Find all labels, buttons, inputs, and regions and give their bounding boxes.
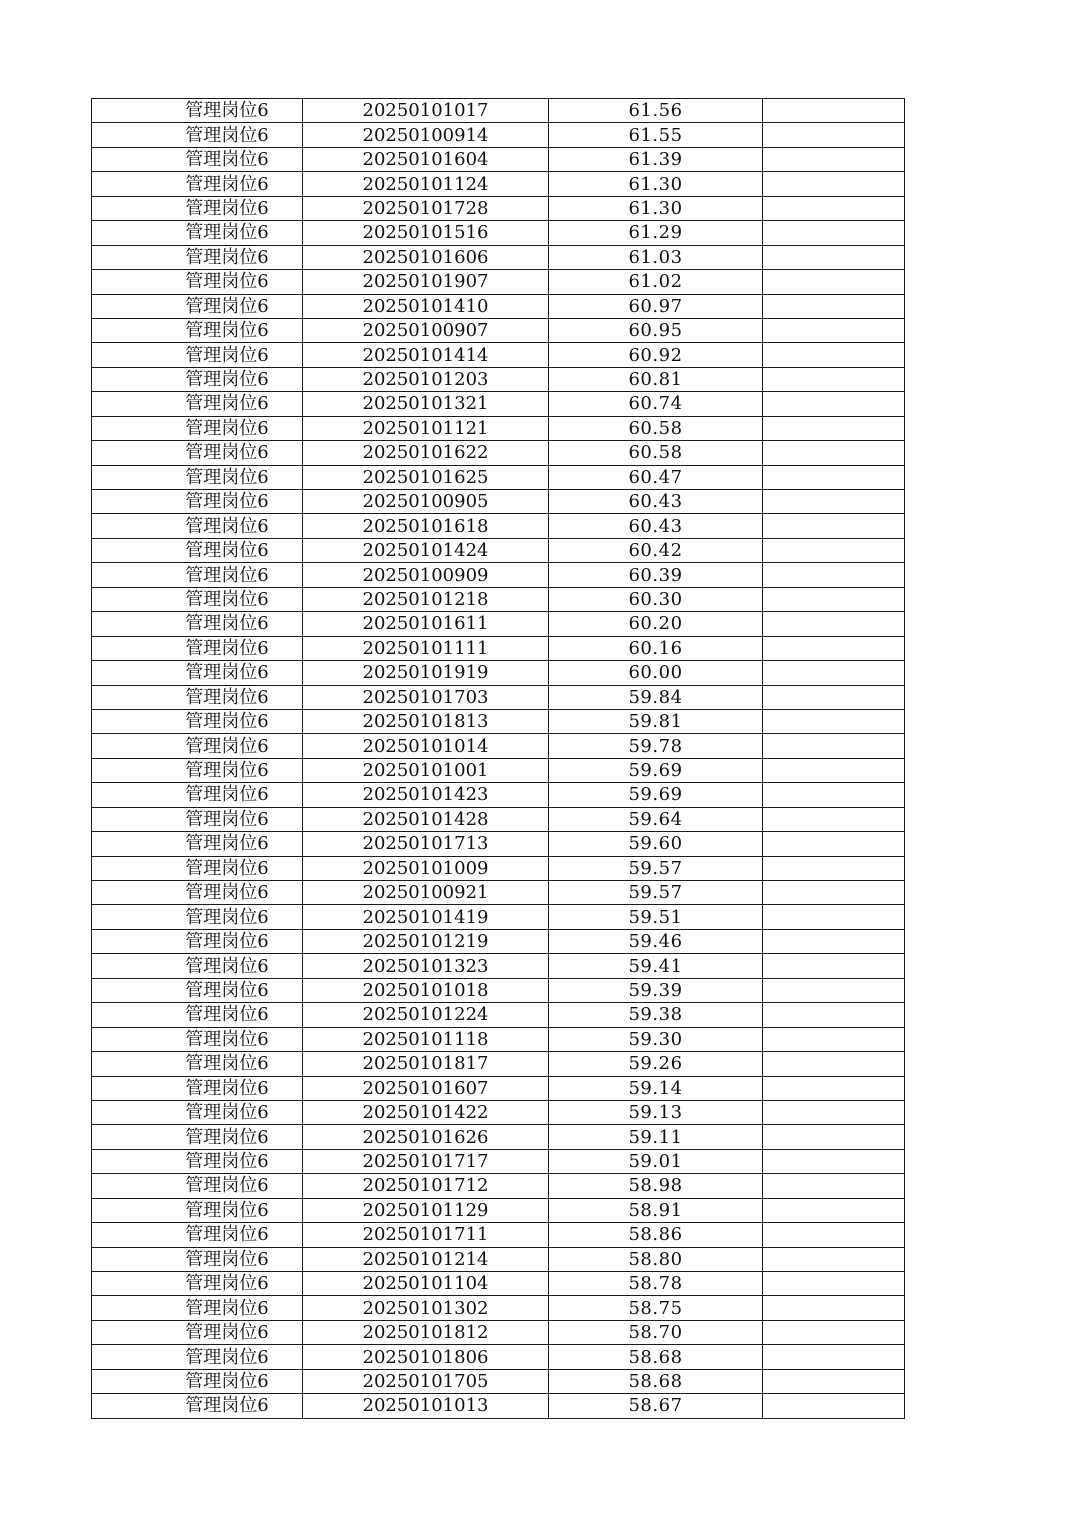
table-row <box>92 978 905 1002</box>
table-row <box>92 172 905 196</box>
score-cell: 58.68 <box>549 1369 763 1393</box>
exam-id-cell: 20250101218 <box>303 587 549 611</box>
exam-id-cell: 20250101606 <box>303 245 549 269</box>
note-cell <box>763 367 905 391</box>
post-cell: 管理岗位6 <box>92 196 303 220</box>
post-cell: 管理岗位6 <box>92 1076 303 1100</box>
exam-id-cell: 20250101611 <box>303 612 549 636</box>
note-cell <box>763 245 905 269</box>
exam-id-cell: 20250101607 <box>303 1076 549 1100</box>
score-cell: 59.38 <box>549 1003 763 1027</box>
table-row <box>92 392 905 416</box>
note-cell <box>763 294 905 318</box>
note-cell <box>763 343 905 367</box>
score-cell: 58.86 <box>549 1223 763 1247</box>
score-cell: 60.39 <box>549 563 763 587</box>
post-cell: 管理岗位6 <box>92 123 303 147</box>
score-table-body <box>92 99 905 1419</box>
post-cell: 管理岗位6 <box>92 1296 303 1320</box>
note-cell <box>763 172 905 196</box>
post-cell: 管理岗位6 <box>92 1272 303 1296</box>
note-cell <box>763 783 905 807</box>
score-cell: 60.95 <box>549 318 763 342</box>
table-row <box>92 929 905 953</box>
exam-id-cell: 20250101713 <box>303 832 549 856</box>
exam-id-cell: 20250101712 <box>303 1174 549 1198</box>
score-cell: 59.51 <box>549 905 763 929</box>
note-cell <box>763 1369 905 1393</box>
note-cell <box>763 1296 905 1320</box>
score-cell: 61.30 <box>549 172 763 196</box>
post-cell: 管理岗位6 <box>92 465 303 489</box>
note-cell <box>763 612 905 636</box>
score-cell: 59.39 <box>549 978 763 1002</box>
note-cell <box>763 538 905 562</box>
note-cell <box>763 221 905 245</box>
table-row <box>92 196 905 220</box>
post-cell: 管理岗位6 <box>92 709 303 733</box>
post-cell: 管理岗位6 <box>92 1027 303 1051</box>
post-cell: 管理岗位6 <box>92 758 303 782</box>
post-cell: 管理岗位6 <box>92 1223 303 1247</box>
score-cell: 60.47 <box>549 465 763 489</box>
note-cell <box>763 1174 905 1198</box>
exam-id-cell: 20250101321 <box>303 392 549 416</box>
exam-id-cell: 20250101711 <box>303 1223 549 1247</box>
note-cell <box>763 563 905 587</box>
table-row <box>92 1149 905 1173</box>
post-cell: 管理岗位6 <box>92 367 303 391</box>
note-cell <box>763 856 905 880</box>
score-cell: 58.98 <box>549 1174 763 1198</box>
score-cell: 61.30 <box>549 196 763 220</box>
score-cell: 60.97 <box>549 294 763 318</box>
post-cell: 管理岗位6 <box>92 99 303 123</box>
note-cell <box>763 1125 905 1149</box>
post-cell: 管理岗位6 <box>92 807 303 831</box>
post-cell: 管理岗位6 <box>92 685 303 709</box>
exam-id-cell: 20250101414 <box>303 343 549 367</box>
exam-id-cell: 20250100909 <box>303 563 549 587</box>
note-cell <box>763 1052 905 1076</box>
note-cell <box>763 196 905 220</box>
note-cell <box>763 123 905 147</box>
score-cell: 59.13 <box>549 1100 763 1124</box>
score-cell: 61.29 <box>549 221 763 245</box>
score-cell: 59.11 <box>549 1125 763 1149</box>
score-cell: 58.91 <box>549 1198 763 1222</box>
note-cell <box>763 1100 905 1124</box>
table-row <box>92 1394 905 1418</box>
score-cell: 61.39 <box>549 147 763 171</box>
table-row <box>92 245 905 269</box>
post-cell: 管理岗位6 <box>92 636 303 660</box>
table-row <box>92 612 905 636</box>
exam-id-cell: 20250101625 <box>303 465 549 489</box>
score-cell: 60.16 <box>549 636 763 660</box>
post-cell: 管理岗位6 <box>92 1125 303 1149</box>
score-cell: 59.69 <box>549 758 763 782</box>
score-cell: 59.01 <box>549 1149 763 1173</box>
exam-id-cell: 20250101428 <box>303 807 549 831</box>
post-cell: 管理岗位6 <box>92 978 303 1002</box>
post-cell: 管理岗位6 <box>92 661 303 685</box>
exam-id-cell: 20250101014 <box>303 734 549 758</box>
exam-id-cell: 20250101424 <box>303 538 549 562</box>
table-row <box>92 905 905 929</box>
post-cell: 管理岗位6 <box>92 954 303 978</box>
post-cell: 管理岗位6 <box>92 416 303 440</box>
post-cell: 管理岗位6 <box>92 221 303 245</box>
note-cell <box>763 465 905 489</box>
table-row <box>92 441 905 465</box>
table-row <box>92 685 905 709</box>
exam-id-cell: 20250101419 <box>303 905 549 929</box>
post-cell: 管理岗位6 <box>92 343 303 367</box>
exam-id-cell: 20250101604 <box>303 147 549 171</box>
post-cell: 管理岗位6 <box>92 734 303 758</box>
exam-id-cell: 20250101817 <box>303 1052 549 1076</box>
table-row <box>92 563 905 587</box>
score-cell: 59.14 <box>549 1076 763 1100</box>
table-row <box>92 1076 905 1100</box>
note-cell <box>763 636 905 660</box>
exam-id-cell: 20250101422 <box>303 1100 549 1124</box>
table-row <box>92 221 905 245</box>
score-cell: 58.80 <box>549 1247 763 1271</box>
table-row <box>92 367 905 391</box>
post-cell: 管理岗位6 <box>92 514 303 538</box>
exam-id-cell: 20250101516 <box>303 221 549 245</box>
note-cell <box>763 1223 905 1247</box>
score-cell: 60.42 <box>549 538 763 562</box>
note-cell <box>763 416 905 440</box>
note-cell <box>763 1003 905 1027</box>
table-row <box>92 1174 905 1198</box>
exam-id-cell: 20250101728 <box>303 196 549 220</box>
table-row <box>92 636 905 660</box>
note-cell <box>763 1320 905 1344</box>
post-cell: 管理岗位6 <box>92 1345 303 1369</box>
post-cell: 管理岗位6 <box>92 245 303 269</box>
post-cell: 管理岗位6 <box>92 172 303 196</box>
table-row <box>92 758 905 782</box>
post-cell: 管理岗位6 <box>92 881 303 905</box>
table-row <box>92 881 905 905</box>
exam-id-cell: 20250101017 <box>303 99 549 123</box>
note-cell <box>763 734 905 758</box>
table-row <box>92 538 905 562</box>
table-row <box>92 1272 905 1296</box>
score-cell: 59.78 <box>549 734 763 758</box>
score-cell: 59.64 <box>549 807 763 831</box>
post-cell: 管理岗位6 <box>92 1394 303 1418</box>
table-row <box>92 734 905 758</box>
table-row <box>92 832 905 856</box>
post-cell: 管理岗位6 <box>92 318 303 342</box>
score-cell: 60.30 <box>549 587 763 611</box>
score-cell: 60.43 <box>549 514 763 538</box>
score-cell: 59.57 <box>549 881 763 905</box>
table-row <box>92 1027 905 1051</box>
table-row <box>92 318 905 342</box>
note-cell <box>763 758 905 782</box>
post-cell: 管理岗位6 <box>92 856 303 880</box>
exam-id-cell: 20250101717 <box>303 1149 549 1173</box>
score-cell: 60.92 <box>549 343 763 367</box>
note-cell <box>763 929 905 953</box>
table-row <box>92 1369 905 1393</box>
note-cell <box>763 1076 905 1100</box>
score-cell: 61.03 <box>549 245 763 269</box>
score-cell: 59.46 <box>549 929 763 953</box>
post-cell: 管理岗位6 <box>92 147 303 171</box>
post-cell: 管理岗位6 <box>92 1174 303 1198</box>
score-cell: 59.69 <box>549 783 763 807</box>
table-row <box>92 1296 905 1320</box>
score-table <box>91 98 905 1419</box>
exam-id-cell: 20250101124 <box>303 172 549 196</box>
exam-id-cell: 20250100914 <box>303 123 549 147</box>
score-cell: 61.55 <box>549 123 763 147</box>
table-row <box>92 99 905 123</box>
score-cell: 60.58 <box>549 441 763 465</box>
exam-id-cell: 20250101813 <box>303 709 549 733</box>
note-cell <box>763 709 905 733</box>
score-cell: 60.74 <box>549 392 763 416</box>
table-row <box>92 465 905 489</box>
post-cell: 管理岗位6 <box>92 270 303 294</box>
exam-id-cell: 20250101001 <box>303 758 549 782</box>
post-cell: 管理岗位6 <box>92 783 303 807</box>
table-row <box>92 270 905 294</box>
exam-id-cell: 20250101118 <box>303 1027 549 1051</box>
table-row <box>92 1125 905 1149</box>
post-cell: 管理岗位6 <box>92 1247 303 1271</box>
note-cell <box>763 685 905 709</box>
note-cell <box>763 587 905 611</box>
post-cell: 管理岗位6 <box>92 1320 303 1344</box>
table-row <box>92 661 905 685</box>
exam-id-cell: 20250101423 <box>303 783 549 807</box>
note-cell <box>763 1394 905 1418</box>
table-row <box>92 1223 905 1247</box>
exam-id-cell: 20250101203 <box>303 367 549 391</box>
table-row <box>92 954 905 978</box>
score-cell: 58.70 <box>549 1320 763 1344</box>
exam-id-cell: 20250100907 <box>303 318 549 342</box>
table-row <box>92 416 905 440</box>
score-cell: 58.78 <box>549 1272 763 1296</box>
exam-id-cell: 20250101618 <box>303 514 549 538</box>
table-row <box>92 147 905 171</box>
exam-id-cell: 20250101812 <box>303 1320 549 1344</box>
score-cell: 61.56 <box>549 99 763 123</box>
post-cell: 管理岗位6 <box>92 1369 303 1393</box>
post-cell: 管理岗位6 <box>92 441 303 465</box>
post-cell: 管理岗位6 <box>92 832 303 856</box>
score-cell: 58.67 <box>549 1394 763 1418</box>
score-cell: 59.26 <box>549 1052 763 1076</box>
exam-id-cell: 20250101907 <box>303 270 549 294</box>
exam-id-cell: 20250101219 <box>303 929 549 953</box>
table-row <box>92 343 905 367</box>
note-cell <box>763 954 905 978</box>
post-cell: 管理岗位6 <box>92 587 303 611</box>
exam-id-cell: 20250101622 <box>303 441 549 465</box>
table-row <box>92 709 905 733</box>
note-cell <box>763 1247 905 1271</box>
post-cell: 管理岗位6 <box>92 1052 303 1076</box>
table-row <box>92 514 905 538</box>
post-cell: 管理岗位6 <box>92 538 303 562</box>
note-cell <box>763 270 905 294</box>
table-row <box>92 856 905 880</box>
note-cell <box>763 978 905 1002</box>
exam-id-cell: 20250101009 <box>303 856 549 880</box>
post-cell: 管理岗位6 <box>92 563 303 587</box>
score-cell: 58.68 <box>549 1345 763 1369</box>
post-cell: 管理岗位6 <box>92 294 303 318</box>
note-cell <box>763 1272 905 1296</box>
post-cell: 管理岗位6 <box>92 490 303 514</box>
post-cell: 管理岗位6 <box>92 612 303 636</box>
table-row <box>92 490 905 514</box>
table-row <box>92 783 905 807</box>
exam-id-cell: 20250101121 <box>303 416 549 440</box>
note-cell <box>763 1149 905 1173</box>
exam-id-cell: 20250101919 <box>303 661 549 685</box>
exam-id-cell: 20250101323 <box>303 954 549 978</box>
post-cell: 管理岗位6 <box>92 1003 303 1027</box>
note-cell <box>763 1345 905 1369</box>
post-cell: 管理岗位6 <box>92 929 303 953</box>
note-cell <box>763 1027 905 1051</box>
score-cell: 59.57 <box>549 856 763 880</box>
table-row <box>92 1320 905 1344</box>
score-cell: 59.81 <box>549 709 763 733</box>
score-cell: 59.41 <box>549 954 763 978</box>
exam-id-cell: 20250101129 <box>303 1198 549 1222</box>
score-cell: 58.75 <box>549 1296 763 1320</box>
score-cell: 60.20 <box>549 612 763 636</box>
exam-id-cell: 20250101626 <box>303 1125 549 1149</box>
note-cell <box>763 490 905 514</box>
note-cell <box>763 318 905 342</box>
note-cell <box>763 905 905 929</box>
exam-id-cell: 20250101224 <box>303 1003 549 1027</box>
table-row <box>92 1100 905 1124</box>
exam-id-cell: 20250101703 <box>303 685 549 709</box>
score-cell: 61.02 <box>549 270 763 294</box>
post-cell: 管理岗位6 <box>92 392 303 416</box>
note-cell <box>763 99 905 123</box>
table-row <box>92 807 905 831</box>
table-row <box>92 1345 905 1369</box>
score-cell: 60.43 <box>549 490 763 514</box>
note-cell <box>763 832 905 856</box>
note-cell <box>763 1198 905 1222</box>
exam-id-cell: 20250101018 <box>303 978 549 1002</box>
score-cell: 60.00 <box>549 661 763 685</box>
exam-id-cell: 20250100921 <box>303 881 549 905</box>
post-cell: 管理岗位6 <box>92 905 303 929</box>
table-row <box>92 1247 905 1271</box>
exam-id-cell: 20250101104 <box>303 1272 549 1296</box>
table-row <box>92 1052 905 1076</box>
exam-id-cell: 20250101214 <box>303 1247 549 1271</box>
score-cell: 59.60 <box>549 832 763 856</box>
post-cell: 管理岗位6 <box>92 1100 303 1124</box>
table-row <box>92 1003 905 1027</box>
table-row <box>92 1198 905 1222</box>
table-row <box>92 587 905 611</box>
exam-id-cell: 20250101302 <box>303 1296 549 1320</box>
note-cell <box>763 392 905 416</box>
exam-id-cell: 20250101806 <box>303 1345 549 1369</box>
score-cell: 59.30 <box>549 1027 763 1051</box>
exam-id-cell: 20250101410 <box>303 294 549 318</box>
post-cell: 管理岗位6 <box>92 1149 303 1173</box>
table-row <box>92 294 905 318</box>
note-cell <box>763 441 905 465</box>
note-cell <box>763 147 905 171</box>
note-cell <box>763 514 905 538</box>
note-cell <box>763 661 905 685</box>
table-row <box>92 123 905 147</box>
exam-id-cell: 20250100905 <box>303 490 549 514</box>
exam-id-cell: 20250101013 <box>303 1394 549 1418</box>
exam-id-cell: 20250101111 <box>303 636 549 660</box>
exam-id-cell: 20250101705 <box>303 1369 549 1393</box>
score-cell: 59.84 <box>549 685 763 709</box>
score-cell: 60.81 <box>549 367 763 391</box>
note-cell <box>763 881 905 905</box>
score-cell: 60.58 <box>549 416 763 440</box>
note-cell <box>763 807 905 831</box>
post-cell: 管理岗位6 <box>92 1198 303 1222</box>
